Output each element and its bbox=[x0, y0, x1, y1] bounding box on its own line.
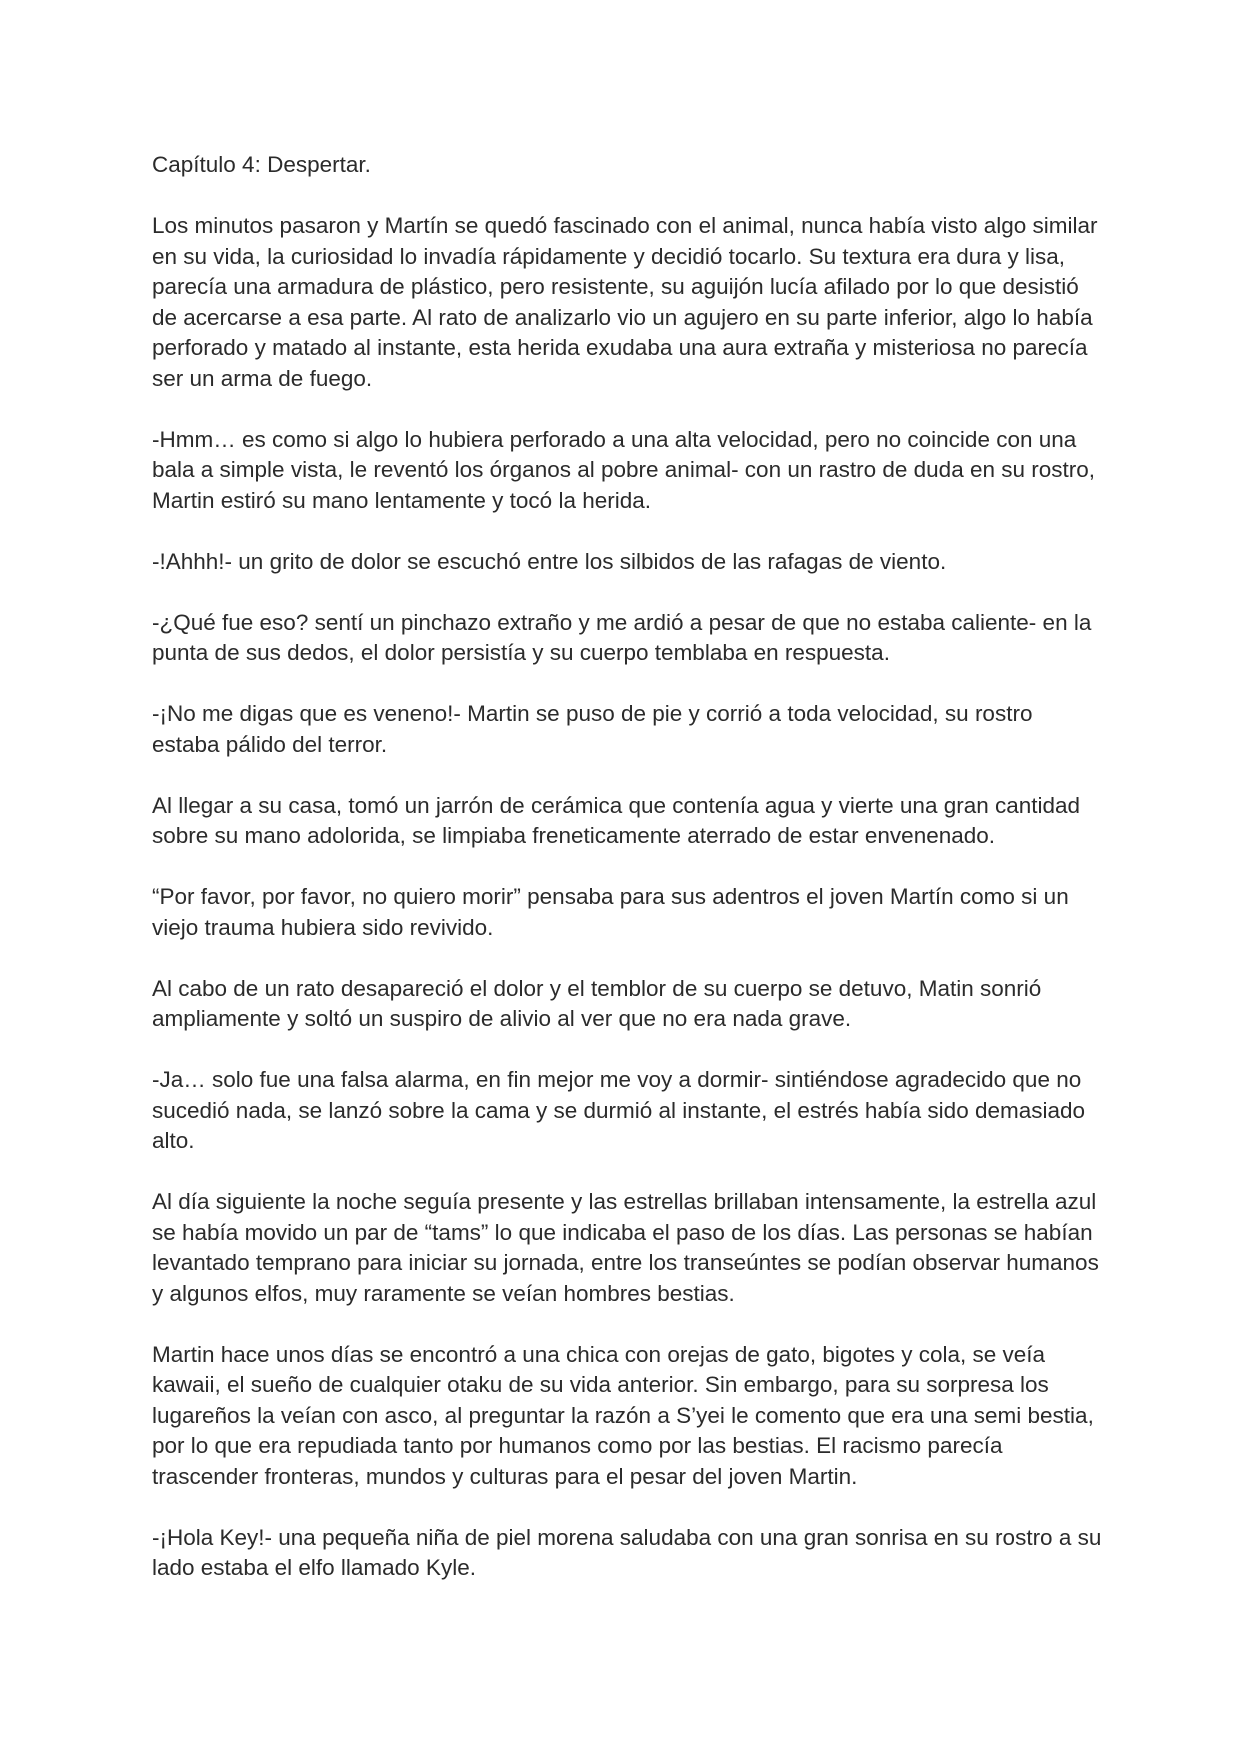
paragraph-1: Los minutos pasaron y Martín se quedó fascinado con el animal, nunca había visto algo similar en su vida, la curiosidad lo invadía rápidamente y decidió tocarlo. Su textura era dura y lisa, parecía una armadura de plástico, pero resistente, su aguijón lucía afilado por lo que desistió de acercarse a esa parte. Al rato de analizarlo vio un agujero en su parte inferior, algo lo había perforado y matado al instante, esta herida exudaba una aura extraña y misteriosa no parecía ser un arma de fuego. bbox=[152, 213, 1098, 391]
paragraph-4: -¿Qué fue eso? sentí un pinchazo extraño y me ardió a pesar de que no estaba caliente- en la punta de sus dedos, el dolor persistía y su cuerpo temblaba en respuesta. bbox=[152, 609, 1092, 665]
paragraph-11: Martin hace unos días se encontró a una chica con orejas de gato, bigotes y cola, se veía kawaii, el sueño de cualquier otaku de su vida anterior. Sin embargo, para su sorpresa los lugareños la veían con asco, al preguntar la razón a S’yei le comento que era una semi bestia, por lo que era repudiada tanto por humanos como por las bestias. El racismo parecía trascender fronteras, mundos y culturas para el pesar del joven Martin. bbox=[152, 1341, 1094, 1489]
chapter-title: Capítulo 4: Despertar. bbox=[152, 152, 371, 177]
paragraph-7: “Por favor, por favor, no quiero morir” pensaba para sus adentros el joven Martín como si un viejo trauma hubiera sido revivido. bbox=[152, 884, 1069, 940]
paragraph-8: Al cabo de un rato desapareció el dolor y el temblor de su cuerpo se detuvo, Matin sonrió ampliamente y soltó un suspiro de alivio al ver que no era nada grave. bbox=[152, 975, 1042, 1031]
paragraph-12: -¡Hola Key!- una pequeña niña de piel morena saludaba con una gran sonrisa en su rostro a su lado estaba el elfo llamado Kyle. bbox=[152, 1524, 1102, 1580]
document-body bbox=[152, 150, 1102, 1584]
paragraph-3: -!Ahhh!- un grito de dolor se escuchó entre los silbidos de las rafagas de viento. bbox=[152, 548, 947, 574]
paragraph-10: Al día siguiente la noche seguía presente y las estrellas brillaban intensamente, la estrella azul se había movido un par de “tams” lo que indicaba el paso de los días. Las personas se habían levantado temprano para iniciar su jornada, entre los transeúntes se podían observar humanos y algunos elfos, muy raramente se veían hombres bestias. bbox=[152, 1189, 1099, 1306]
paragraph-2: -Hmm… es como si algo lo hubiera perforado a una alta velocidad, pero no coincide con una bala a simple vista, le reventó los órganos al pobre animal- con un rastro de duda en su rostro, Martin estiró su mano lentamente y tocó la herida. bbox=[152, 426, 1096, 513]
paragraph-9: -Ja… solo fue una falsa alarma, en fin mejor me voy a dormir- sintiéndose agradecido que no sucedió nada, se lanzó sobre la cama y se durmió al instante, el estrés había sido demasiado alto. bbox=[152, 1067, 1086, 1153]
paragraph-5: -¡No me digas que es veneno!- Martin se puso de pie y corrió a toda velocidad, su rostro estaba pálido del terror. bbox=[152, 701, 1033, 757]
paragraph-6: Al llegar a su casa, tomó un jarrón de cerámica que contenía agua y vierte una gran cantidad sobre su mano adolorida, se limpiaba freneticamente aterrado de estar envenenado. bbox=[152, 792, 1081, 848]
